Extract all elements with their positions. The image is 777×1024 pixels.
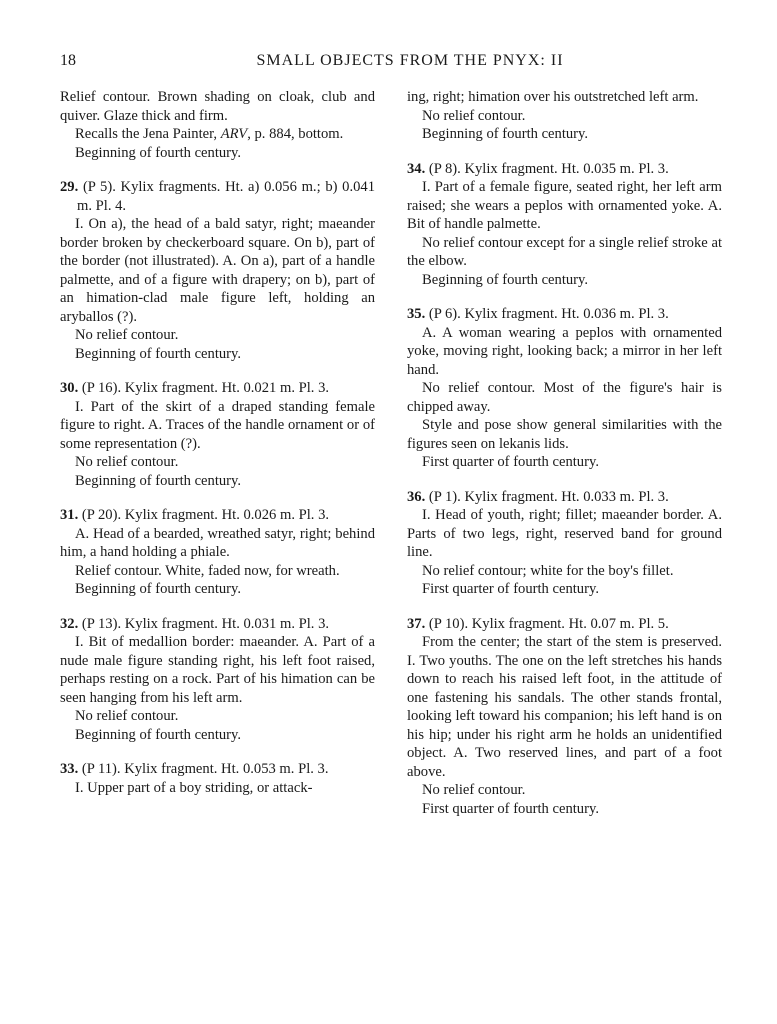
catalog-entry-34 <box>407 160 722 290</box>
carryover-paragraph: ing, right; himation over his outstretched left arm. <box>407 89 699 105</box>
entry-heading: 33. (P 11). Kylix fragment. Ht. 0.053 m. Pl. 3. <box>60 761 329 777</box>
entry-number: 31. <box>60 507 79 523</box>
entry-contour: No relief contour. <box>422 782 526 798</box>
carryover-date: Beginning of fourth century. <box>422 126 589 142</box>
entry-date: Beginning of fourth century. <box>75 726 242 743</box>
entry-contour: No relief contour. <box>75 454 179 470</box>
catalog-entry-29 <box>60 178 375 363</box>
entry-description: A. Head of a bearded, wreathed satyr, right; behind him, a hand holding a phiale. <box>60 525 375 560</box>
catalog-entry-35 <box>407 305 722 472</box>
entry-description: I. Part of a female figure, seated right, her left arm raised; she wears a peplos with ornamented yoke. A. Bit of handle palmette. <box>407 179 722 232</box>
page-number: 18 <box>60 52 76 69</box>
entry-description: I. Upper part of a boy striding, or attack- <box>75 779 313 796</box>
entry-description: I. Head of youth, right; fillet; maeander border. A. Parts of two legs, right, reserved band for ground line. <box>407 507 722 560</box>
entry-number: 36. <box>407 488 426 505</box>
entry-date: First quarter of fourth century. <box>422 454 599 470</box>
carryover-date: Beginning of fourth century. <box>75 144 242 161</box>
entry-description: From the center; the start of the stem is preserved. I. Two youths. The one on the left stretches his hands down to reach his raised left foot, in the attitude of one fastening his sandals. The other stands frontal, looking left toward his companion; his left hand is on his hip; under his right arm he holds an unidentified object. A. Two reserved lines, and part of a foot above. <box>407 634 722 780</box>
catalog-entry-33 <box>60 760 375 797</box>
entry-date: Beginning of fourth century. <box>75 472 242 489</box>
catalog-entry-37 <box>407 615 722 819</box>
page-header <box>60 52 720 76</box>
catalog-entry-30 <box>60 379 375 490</box>
entry-contour: No relief contour. <box>75 708 179 724</box>
catalog-entry-31 <box>60 506 375 599</box>
entry-date: First quarter of fourth century. <box>422 581 599 597</box>
entry-heading: 31. (P 20). Kylix fragment. Ht. 0.026 m. Pl. 3. <box>60 507 330 523</box>
entry-heading: 37. (P 10). Kylix fragment. Ht. 0.07 m. Pl. 5. <box>407 615 669 632</box>
entry-heading: 29. (P 5). Kylix fragments. Ht. a) 0.056 m.; b) 0.041 m. Pl. 4. <box>60 179 375 214</box>
carryover-contour: No relief contour. <box>422 107 526 124</box>
entry-number: 34. <box>407 160 426 177</box>
entry-contour: No relief contour. <box>75 327 179 343</box>
right-column <box>407 88 722 818</box>
entry-heading: 34. (P 8). Kylix fragment. Ht. 0.035 m. Pl. 3. <box>407 160 669 177</box>
entry-date: First quarter of fourth century. <box>422 800 599 817</box>
entry-date: Beginning of fourth century. <box>75 345 242 362</box>
entry-number: 29. <box>60 179 79 195</box>
entry-description: I. Bit of medallion border: maeander. A. Part of a nude male figure standing right, his left foot raised, perhaps resting on a rock. Part of his himation can be seen hanging from his left arm. <box>60 634 375 706</box>
entry-number: 30. <box>60 380 79 396</box>
entry-style-note: Style and pose show general similarities with the figures seen on lekanis lids. <box>407 417 722 452</box>
entry-number: 33. <box>60 761 79 777</box>
entry-description: A. A woman wearing a peplos with ornamented yoke, moving right, looking back; a mirror in her left hand. <box>407 324 722 378</box>
catalog-entry-36 <box>407 488 722 599</box>
entry-contour: Relief contour. White, faded now, for wreath. <box>75 562 340 579</box>
entry-description: I. On a), the head of a bald satyr, right; maeander border broken by checkerboard square. On b), part of the border (not illustrated). A. On a), part of a handle palmette, and of a figure with drapery; on b), part of an himation-clad male figure left, holding an aryballos (?). <box>60 216 375 325</box>
catalog-entry-32 <box>60 615 375 745</box>
left-column <box>60 88 375 797</box>
carryover-paragraph: Recalls the Jena Painter, ARV, p. 884, bottom. <box>75 126 344 142</box>
carryover-paragraph: Relief contour. Brown shading on cloak, club and quiver. Glaze thick and firm. <box>60 89 375 124</box>
entry-contour: No relief contour except for a single relief stroke at the elbow. <box>407 234 722 269</box>
entry-date: Beginning of fourth century. <box>75 581 242 597</box>
entry-contour: No relief contour. Most of the figure's hair is chipped away. <box>407 380 722 415</box>
running-title: SMALL OBJECTS FROM THE PNYX: II <box>256 52 564 69</box>
entry-heading: 35. (P 6). Kylix fragment. Ht. 0.036 m. Pl. 3. <box>407 306 669 322</box>
entry-date: Beginning of fourth century. <box>422 271 589 288</box>
entry-contour: No relief contour; white for the boy's fillet. <box>422 562 674 579</box>
entry-heading: 30. (P 16). Kylix fragment. Ht. 0.021 m. Pl. 3. <box>60 380 330 396</box>
entry-number: 32. <box>60 615 79 632</box>
arv-citation: ARV <box>220 126 248 142</box>
entry-number: 35. <box>407 306 426 322</box>
entry-number: 37. <box>407 615 426 632</box>
entry-description: I. Part of the skirt of a draped standing female figure to right. A. Traces of the handle ornament or of some representation (?). <box>60 398 375 452</box>
entry-heading: 36. (P 1). Kylix fragment. Ht. 0.033 m. Pl. 3. <box>407 488 669 505</box>
entry-heading: 32. (P 13). Kylix fragment. Ht. 0.031 m. Pl. 3. <box>60 615 330 632</box>
